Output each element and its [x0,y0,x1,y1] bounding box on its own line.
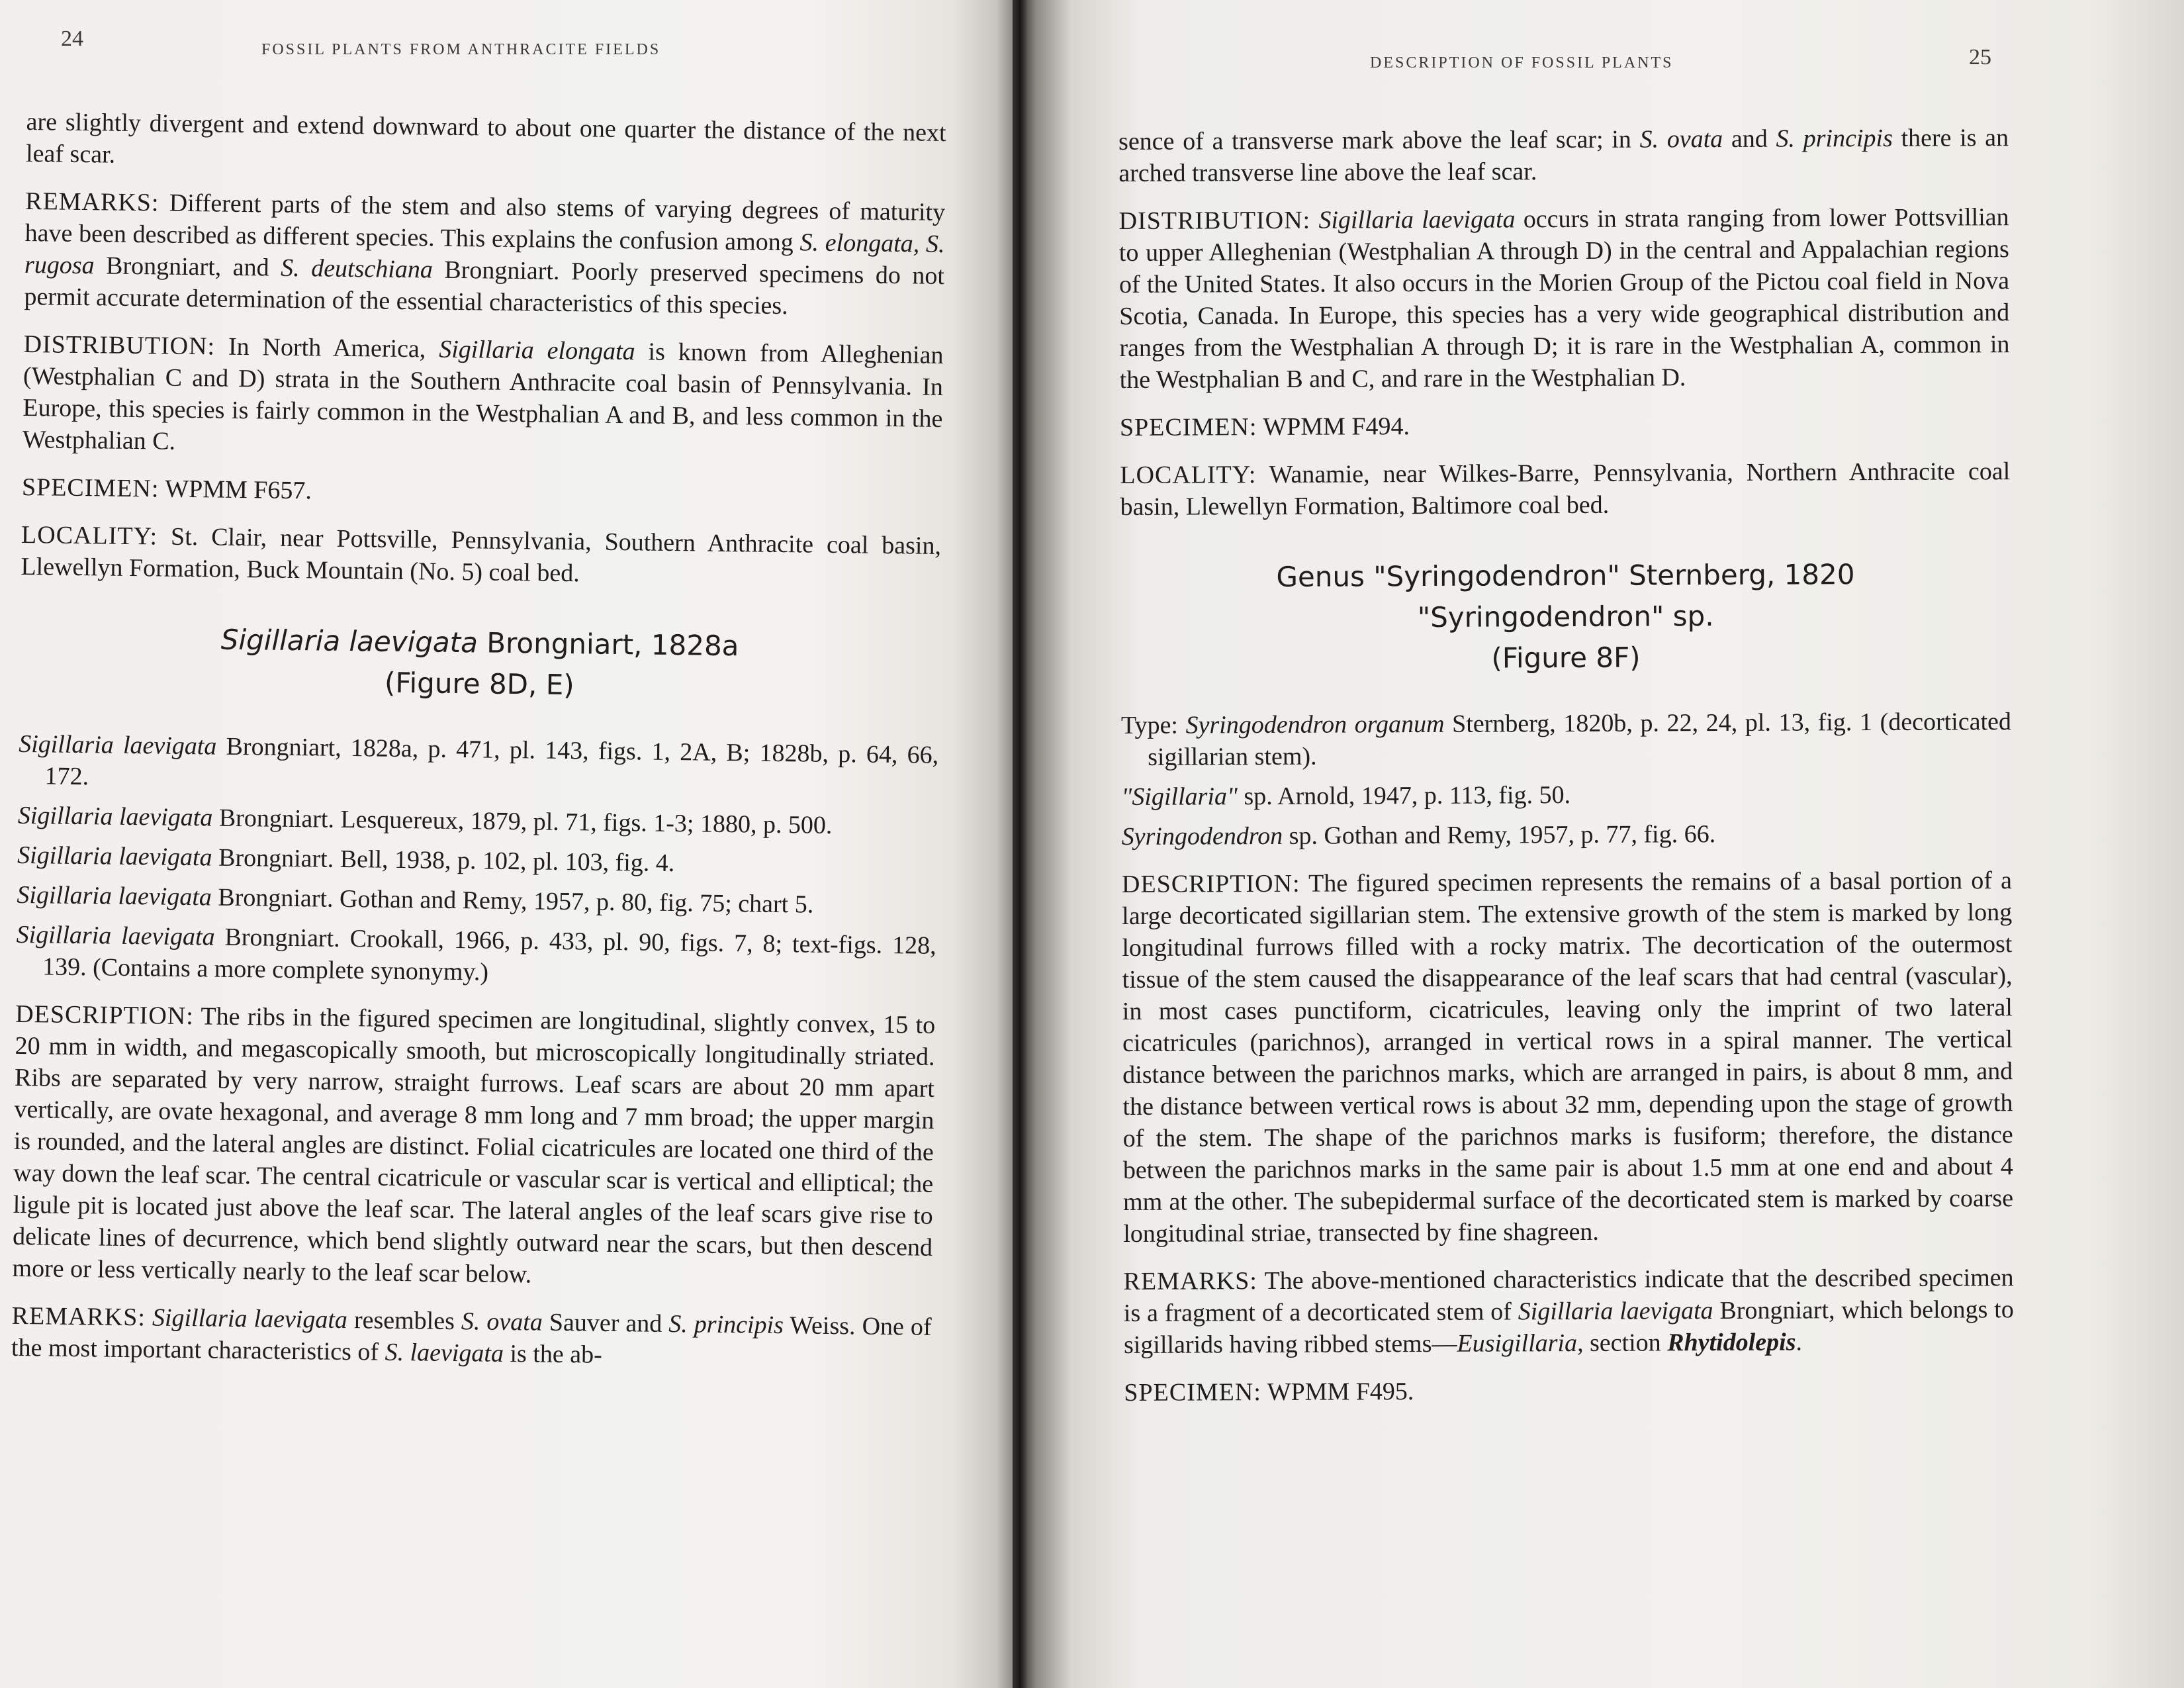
type-entry: Type: Syringodendron organum Sternberg, 1820b, p. 22, 24, pl. 13, fig. 1 (decorticated sigillarian stem). [1120,708,2012,771]
remarks-label: REMARKS: [1123,1267,1257,1295]
description-label: DESCRIPTION: [1121,869,1300,898]
continued-paragraph: are slightly divergent and extend downward to about one quarter the distance of the next leaf scar. [25,107,946,169]
species-heading: Sigillaria laevigata Brongniart, 1828a (Figure 8D, E) [220,623,739,702]
distribution-paragraph: DISTRIBUTION: In North America, Sigillaria elongata is known from Alleghenian (Westphalian C and D) strata in the Southern Anthracite coal basin of Pennsylvania. In Europe, this species is fairly common in the Westphalian A and B, and less common in the Westphalian C. [22,330,944,455]
specimen-label: SPECIMEN: [1119,413,1257,442]
specimen-label: SPECIMEN: [21,473,159,503]
running-head-right: DESCRIPTION OF FOSSIL PLANTS [1370,54,1674,71]
synonymy-list [16,728,939,994]
description-label: DESCRIPTION: [15,1000,195,1031]
synonymy-entry: "Sigillaria" sp. Arnold, 1947, p. 113, fig. 50. [1121,781,1571,811]
synonymy-entry: Syringodendron sp. Gothan and Remy, 1957, p. 77, fig. 66. [1121,820,1716,851]
continued-paragraph: sence of a transverse mark above the leaf scar; in S. ovata and S. principis there is an arched transverse line above the leaf scar. [1118,124,2009,187]
remarks-paragraph: REMARKS: The above-mentioned characteristics indicate that the described specimen is a fragment of a decorticated stem of Sigillaria laevigata Brongniart, which belongs to sigillarids having ribbed stems—Eusigillaria, section Rhytidolepis. [1123,1264,2014,1359]
description-paragraph: DESCRIPTION: The ribs in the figured specimen are longitudinal, slightly convex, 15 to 20 mm in width, and megascopically smooth, but microscopically longitudinally striated. Ribs are separated by very narrow, straight furrows. Leaf scars are about 20 mm apart vertically, are ovate hexagonal, and average 8 mm long and 7 mm broad; the upper margin is rounded, and the lateral angles are distinct. Folial cicatricules are located one third of the way down the leaf scar. The central cicatricule or vascular scar is vertical and elliptical; the ligule pit is located just above the leaf scar. The lateral angles of the leaf scars give rise to delicate lines of decurrence, which bend slightly outward near the scars, but then descend more or less vertically nearly to the leaf scar below. [12,1000,936,1289]
synonymy-entry: Sigillaria laevigata Brongniart. Crookall, 1966, p. 433, pl. 90, figs. 7, 8; text-figs. 128, 139. (Contains a more complete synonymy.) [16,920,936,986]
remarks-paragraph: REMARKS: Different parts of the stem and also stems of varying degrees of maturity have been described as different species. This explains the confusion among S. elongata, S. rugosa Brongniart, and S. deutschiana Brongniart. Poorly preserved specimens do not permit accurate determination of the essential characteristics of this species. [24,187,946,320]
right-text-column [1118,122,2015,1425]
synonymy-entry: Sigillaria laevigata Brongniart, 1828a, p. 471, pl. 143, figs. 1, 2A, B; 1828b, p. 64, 66, 172. [18,729,939,791]
specimen-paragraph-2: SPECIMEN: WPMM F495. [1124,1378,1414,1407]
distribution-label: DISTRIBUTION: [23,330,216,361]
synonymy-entry: Sigillaria laevigata Brongniart. Gothan and Remy, 1957, p. 80, fig. 75; chart 5. [17,880,814,919]
distribution-label: DISTRIBUTION: [1118,206,1311,235]
specimen-paragraph: SPECIMEN: WPMM F657. [21,473,312,505]
genus-heading: Genus "Syringodendron" Sternberg, 1820 "Syringodendron" sp. (Figure 8F) [1276,558,1855,675]
locality-paragraph: LOCALITY: St. Clair, near Pottsville, Pennsylvania, Southern Anthracite coal basin, Llewellyn Formation, Buck Mountain (No. 5) coal bed. [21,520,942,588]
remarks-paragraph-2: REMARKS: Sigillaria laevigata resembles S. ovata Sauver and S. principis Weiss. One of the most important characteristics of S. laevigata is the ab- [11,1301,932,1369]
remarks-label: REMARKS: [24,187,159,217]
synonymy-list [1121,706,2012,853]
locality-paragraph: LOCALITY: Wanamie, near Wilkes-Barre, Pennsylvania, Northern Anthracite coal basin, Llewellyn Formation, Baltimore coal bed. [1120,457,2011,521]
page-number-left: 24 [61,26,83,51]
running-head-left: FOSSIL PLANTS FROM ANTHRACITE FIELDS [261,41,661,58]
left-page [0,0,1013,1688]
page-number-right: 25 [1969,45,1991,70]
left-text-column [11,106,946,1391]
remarks-label: REMARKS: [11,1301,146,1332]
locality-label: LOCALITY: [21,520,158,551]
specimen-paragraph: SPECIMEN: WPMM F494. [1119,412,1410,442]
specimen-label: SPECIMEN: [1124,1378,1261,1407]
synonymy-entry: Sigillaria laevigata Brongniart. Bell, 1938, p. 102, pl. 103, fig. 4. [17,841,675,878]
locality-label: LOCALITY: [1120,461,1257,489]
distribution-paragraph: DISTRIBUTION: Sigillaria laevigata occurs in strata ranging from lower Pottsvillian to upper Alleghenian (Westphalian A through D) in the central and Appalachian regions of the United States. It also occurs in the Morien Group of the Pictou coal field in Nova Scotia, Canada. In Europe, this species has a very wide geographical distribution and ranges from the Westphalian A through D; it is rare in the Westphalian A, common in the Westphalian B and C, and rare in the Westphalian D. [1118,203,2010,394]
description-paragraph: DESCRIPTION: The figured specimen represents the remains of a basal portion of a large decorticated sigillarian stem. The extensive growth of the stem is marked by long longitudinal furrows filled with a rocky matrix. The decortication of the outermost tissue of the stem caused the disappearance of the leaf scars that had central (vascular), in most cases punctiform, cicatricules, leaving only the imprint of two lateral cicatricules (parichnos), arranged in vertical rows in a spiral manner. The vertical distance between the parichnos marks, which are arranged in pairs, is about 8 mm, and the distance between vertical rows is about 32 mm, depending upon the stage of growth of the stem. The shape of the parichnos marks is fusiform; therefore, the distance between the parichnos marks in the same pair is about 1.5 mm at one end and about 4 mm at the other. The subepidermal surface of the decorticated stem is marked by coarse longitudinal striae, transected by fine shagreen. [1121,867,2014,1248]
book-gutter [996,0,1036,1688]
synonymy-entry: Sigillaria laevigata Brongniart. Lesquereux, 1879, pl. 71, figs. 1-3; 1880, p. 500. [17,801,833,839]
